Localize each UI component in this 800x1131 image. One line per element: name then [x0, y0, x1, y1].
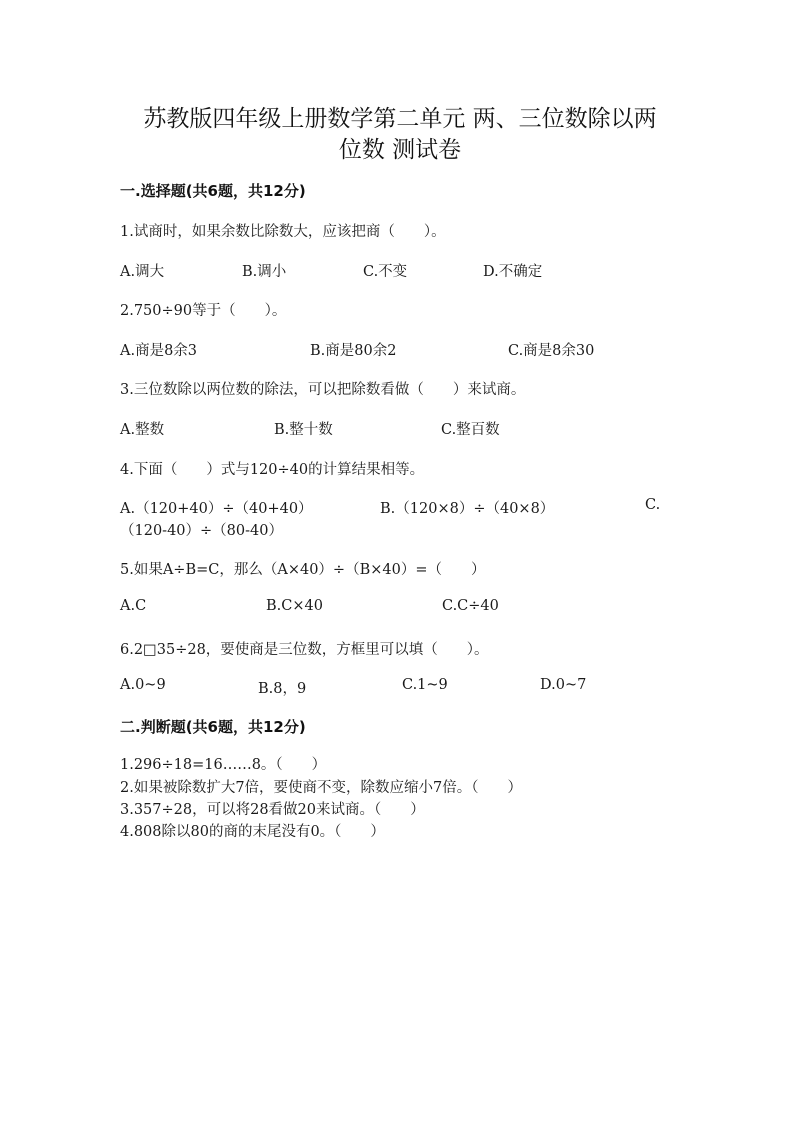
question-5-option-a: A.C: [120, 598, 147, 614]
question-4-stem: 4.下面（ ）式与120÷40的计算结果相等。: [120, 462, 425, 478]
question-1-option-d: D.不确定: [483, 264, 543, 280]
question-6-option-b: B.8，9: [258, 681, 307, 697]
question-6-option-d: D.0~7: [540, 677, 587, 693]
question-5-option-b: B.C×40: [266, 598, 323, 614]
judgement-item-2: 2.如果被除数扩大7倍，要使商不变，除数应缩小7倍。（ ）: [120, 780, 523, 796]
question-4-option-c: （120-40）÷（80-40）: [120, 523, 283, 539]
question-3-option-a: A.整数: [120, 422, 165, 438]
question-2-option-a: A.商是8余3: [120, 343, 198, 359]
question-6-option-a: A.0~9: [120, 677, 166, 693]
question-3-stem: 3.三位数除以两位数的除法，可以把除数看做（ ）来试商。: [120, 382, 526, 398]
question-1-option-b: B.调小: [242, 264, 287, 280]
question-2-stem: 2.750÷90等于（ ）。: [120, 303, 287, 319]
question-2-option-b: B.商是80余2: [310, 343, 397, 359]
section-heading-choice: 一.选择题(共6题，共12分): [120, 182, 306, 200]
question-1-option-c: C.不变: [363, 264, 408, 280]
question-6-option-c: C.1~9: [402, 677, 448, 693]
question-4-option-a: A.（120+40）÷（40+40）: [120, 501, 313, 517]
judgement-item-4: 4.808除以80的商的末尾没有0。（ ）: [120, 824, 385, 840]
question-2-option-c: C.商是8余30: [508, 343, 595, 359]
question-3-option-b: B.整十数: [274, 422, 333, 438]
page-title-line-1: 苏教版四年级上册数学第二单元 两、三位数除以两: [143, 106, 657, 132]
judgement-item-1: 1.296÷18=16……8。（ ）: [120, 757, 327, 773]
section-heading-judgement: 二.判断题(共6题，共12分): [120, 718, 306, 736]
question-6-stem: 6.2□35÷28，要使商是三位数，方框里可以填（ ）。: [120, 642, 489, 658]
question-4-option-b: B.（120×8）÷（40×8）: [380, 501, 555, 517]
question-1-option-a: A.调大: [120, 264, 165, 280]
question-5-stem: 5.如果A÷B=C，那么（A×40）÷（B×40）=（ ）: [120, 562, 486, 578]
question-4-option-c-label: C.: [645, 497, 661, 513]
judgement-item-3: 3.357÷28，可以将28看做20来试商。（ ）: [120, 802, 425, 818]
question-3-option-c: C.整百数: [441, 422, 500, 438]
page-title-line-2: 位数 测试卷: [338, 137, 462, 163]
question-5-option-c: C.C÷40: [442, 598, 499, 614]
question-1-stem: 1.试商时，如果余数比除数大，应该把商（ ）。: [120, 224, 446, 240]
